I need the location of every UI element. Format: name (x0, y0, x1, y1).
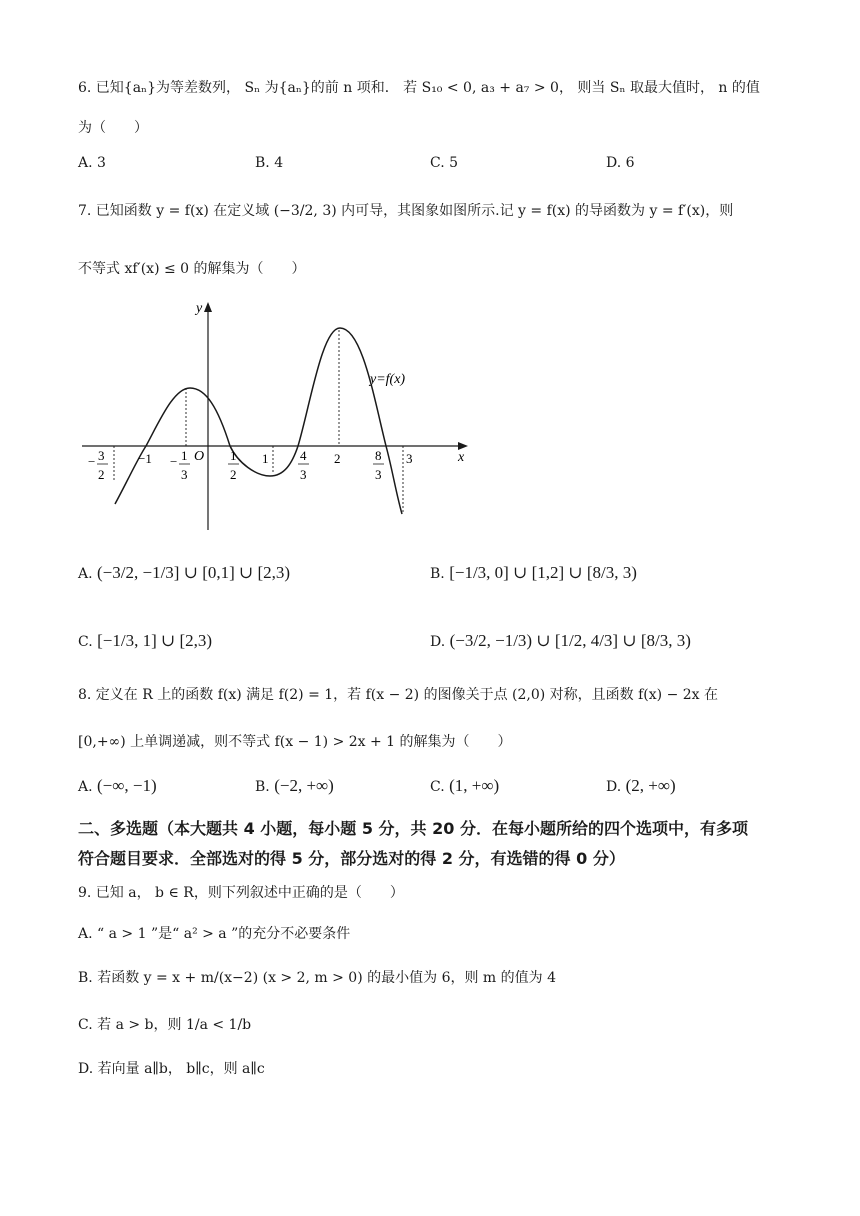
option-letter: A. (78, 779, 93, 795)
q6-option-c (430, 152, 458, 174)
svg-text:3: 3 (181, 467, 188, 482)
q8-option-b (255, 775, 334, 798)
tick-two: 2 (334, 451, 341, 466)
x-axis-label: x (458, 450, 465, 465)
svg-text:4: 4 (300, 448, 307, 463)
svg-text:1: 1 (181, 448, 188, 463)
function-graph (78, 298, 478, 534)
section2-heading-line1: 二、多选题（本大题共 4 小题，每小题 5 分，共 20 分．在每小题所给的四个选项中，有多项 (78, 819, 748, 838)
q7-option-a (78, 562, 290, 585)
tick-one: 1 (262, 451, 269, 466)
option-value: 6 (625, 155, 635, 171)
q9-option-d: D. 若向量 a∥b， b∥c，则 a∥c (78, 1061, 265, 1077)
option-letter: D. (430, 634, 446, 650)
svg-text:2: 2 (98, 467, 105, 482)
curve-label: y=f(x) (370, 372, 406, 387)
x-axis-arrow-icon (458, 442, 468, 450)
q6-option-d (606, 152, 635, 174)
svg-text:3: 3 (300, 467, 307, 482)
section2-heading-line2: 符合题目要求．全部选对的得 5 分，部分选对的得 2 分，有选错的得 0 分） (78, 849, 625, 868)
tick-three: 3 (406, 451, 413, 466)
q6-option-b (255, 152, 283, 174)
svg-text:8: 8 (375, 448, 382, 463)
q7-option-d (430, 630, 691, 653)
tick-neg-one-third (170, 448, 190, 482)
option-letter: B. (255, 155, 270, 171)
option-letter: B. (255, 779, 270, 795)
option-value: [−1/3, 1] ∪ [2,3) (97, 631, 213, 650)
q8-option-d (606, 775, 676, 798)
q8-option-c (430, 775, 499, 798)
option-letter: B. (430, 566, 445, 582)
option-value: (−3/2, −1/3] ∪ [0,1] ∪ [2,3) (97, 563, 291, 582)
q7-line1-part-a: 7. 已知函数 y = f(x) 在定义域 (78, 203, 270, 219)
svg-text:2: 2 (230, 467, 237, 482)
tick-neg-three-halves (88, 448, 108, 482)
option-letter: A. (78, 566, 93, 582)
q7-line1 (78, 200, 733, 222)
y-axis-arrow-icon (204, 302, 212, 312)
q6-line2: 为（ ） (78, 120, 148, 136)
q7-option-b (430, 562, 637, 585)
svg-text:1: 1 (230, 448, 237, 463)
q9-option-c: C. 若 a > b，则 1/a < 1/b (78, 1017, 252, 1033)
option-letter: D. (606, 779, 622, 795)
q8-line1: 8. 定义在 R 上的函数 f(x) 满足 f(2) = 1，若 f(x − 2) 的图像关于点 (2,0) 对称，且函数 f(x) − 2x 在 (78, 687, 719, 703)
svg-text:−: − (88, 454, 96, 469)
svg-text:−: − (170, 454, 178, 469)
q8-line2: [0,+∞) 上单调递减，则不等式 f(x − 1) > 2x + 1 的解集为（ ） (78, 734, 512, 750)
q7-line2: 不等式 xf′(x) ≤ 0 的解集为（ ） (78, 261, 306, 277)
q7-option-c (78, 630, 212, 653)
option-value: (−∞, −1) (97, 776, 157, 795)
y-axis-label: y (196, 301, 203, 316)
q9-stem: 9. 已知 a， b ∈ R，则下列叙述中正确的是（ ） (78, 885, 404, 901)
option-letter: C. (430, 155, 445, 171)
option-value: (1, +∞) (449, 776, 500, 795)
svg-text:3: 3 (98, 448, 105, 463)
option-value: (−3/2, −1/3) ∪ [1/2, 4/3] ∪ [8/3, 3) (449, 631, 691, 650)
option-value: 4 (274, 155, 284, 171)
q6-option-a (78, 152, 106, 174)
tick-neg-one: −1 (138, 451, 152, 466)
origin-label: O (194, 449, 205, 464)
option-letter: A. (78, 155, 93, 171)
q8-option-a (78, 775, 157, 798)
option-value: (2, +∞) (625, 776, 676, 795)
q9-option-b: B. 若函数 y = x + m/(x−2) (x > 2, m > 0) 的最小值为 6，则 m 的值为 4 (78, 970, 557, 986)
function-curve (115, 328, 402, 514)
q7-domain: (−3/2, 3) (273, 203, 337, 219)
tick-one-half (228, 448, 239, 482)
q6-line1: 6. 已知{aₙ}为等差数列， Sₙ 为{aₙ}的前 n 项和． 若 S₁₀ < 0, a₃ + a₇ > 0， 则当 Sₙ 取最大值时， n 的值 (78, 80, 760, 96)
option-value: 3 (97, 155, 106, 171)
option-value: 5 (449, 155, 459, 171)
svg-text:3: 3 (375, 467, 382, 482)
option-value: [−1/3, 0] ∪ [1,2] ∪ [8/3, 3) (449, 563, 637, 582)
tick-four-thirds (298, 448, 309, 482)
q7-line1-part-b: 内可导，其图象如图所示.记 y = f(x) 的导函数为 y = f′(x)，则 (341, 203, 734, 219)
tick-eight-thirds (373, 448, 384, 482)
option-letter: C. (430, 779, 445, 795)
q9-option-a: A. “ a > 1 ”是“ a² > a ”的充分不必要条件 (78, 926, 351, 942)
option-letter: D. (606, 155, 622, 171)
option-value: (−2, +∞) (274, 776, 334, 795)
option-letter: C. (78, 634, 93, 650)
